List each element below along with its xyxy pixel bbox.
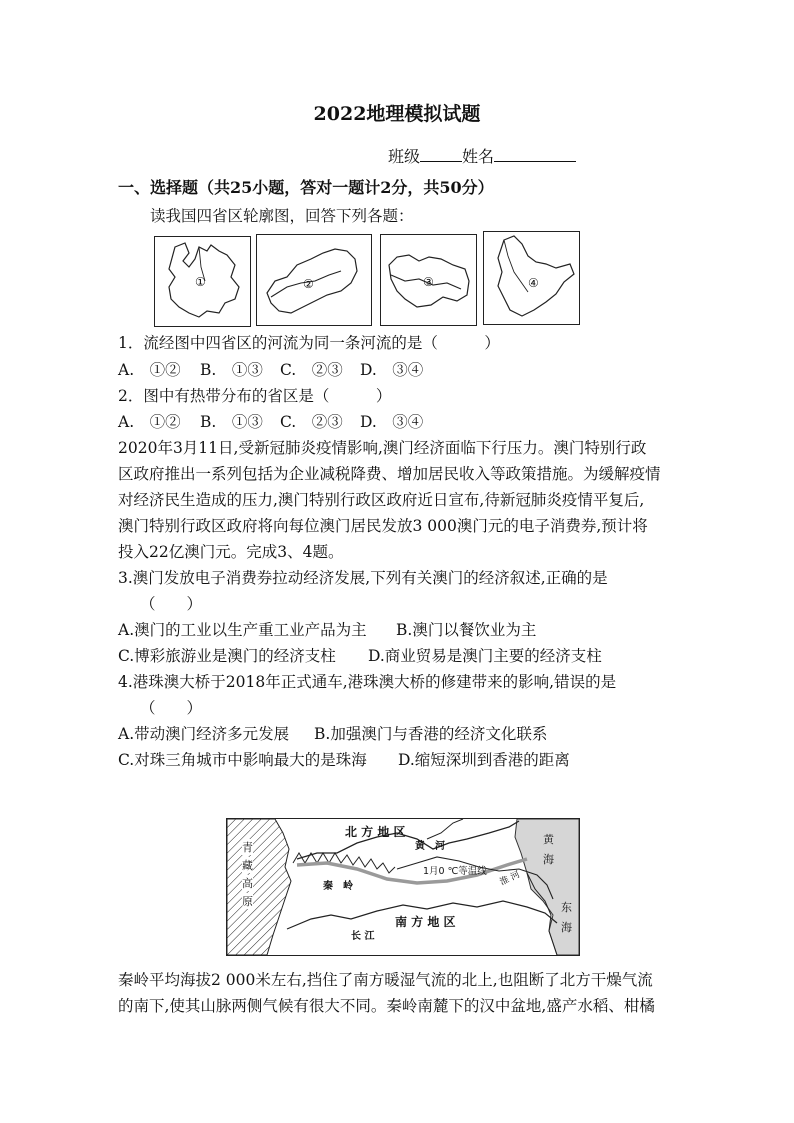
name-label: 姓名 [462, 147, 495, 166]
map-label-south: 南 方 地 区 [395, 915, 456, 929]
page-title: 2022地理模拟试题 [313, 103, 481, 125]
map-label-yellow-sea-1: 黄 [543, 833, 554, 846]
map-label-yellow-sea-2: 海 [543, 853, 554, 866]
q3-option-a[interactable]: A.澳门的工业以生产重工业产品为主 [118, 621, 367, 639]
passage-line: 的南下,使其山脉两侧气候有很大不同。秦岭南麓下的汉中盆地,盛产水稻、柑橘 [118, 997, 655, 1015]
q4-option-d[interactable]: D.缩短深圳到香港的距离 [398, 751, 570, 769]
map-label-qinling: 秦 岭 [323, 881, 353, 892]
map-label-plateau-2: 藏 [242, 859, 253, 872]
map-label-yangtze: 长 江 [351, 931, 375, 942]
map-label-east-sea-1: 东 [561, 901, 572, 914]
map-label-yellow-river: 黄 河 [415, 841, 445, 852]
section-intro: 读我国四省区轮廓图，回答下列各题： [150, 207, 414, 225]
q4-stem: 4.港珠澳大桥于2018年正式通车,港珠澳大桥的修建带来的影响,错误的是 [118, 673, 617, 691]
class-label: 班级 [388, 147, 421, 166]
passage-line: 对经济民生造成的压力,澳门特别行政区政府近日宣布,待新冠肺炎疫情平复后, [118, 491, 645, 509]
q1-options [118, 360, 423, 380]
q2-option-b[interactable]: B. ①③ [200, 413, 263, 431]
name-blank[interactable] [494, 147, 576, 162]
q2-options [118, 412, 423, 432]
q2-stem: 2．图中有热带分布的省区是（ ） [118, 387, 392, 405]
q4-answer-paren[interactable]: （ ） [140, 699, 203, 717]
province-outline-2 [257, 235, 371, 325]
qinling-map [226, 818, 580, 956]
map-label-plateau-4: 原 [242, 895, 253, 908]
class-blank[interactable] [420, 147, 462, 162]
q3-answer-paren[interactable]: （ ） [140, 595, 203, 613]
q3-option-b[interactable]: B.澳门以餐饮业为主 [396, 621, 537, 639]
q2-option-a[interactable]: A. ①② [118, 413, 181, 431]
q3-stem: 3.澳门发放电子消费券拉动经济发展,下列有关澳门的经济叙述,正确的是 [118, 569, 608, 587]
map-label-east-sea-2: 海 [561, 921, 572, 934]
province-map-3 [380, 234, 477, 326]
q4-options-row2 [118, 750, 570, 770]
passage-line: 秦岭平均海拔2 000米左右,挡住了南方暖湿气流的北上,也阻断了北方干燥气流 [118, 971, 653, 989]
q3-options-row1 [118, 620, 536, 640]
q1-option-a[interactable]: A. ①② [118, 361, 181, 379]
q1-option-c[interactable]: C. ②③ [280, 361, 343, 379]
passage-line: 2020年3月11日,受新冠肺炎疫情影响,澳门经济面临下行压力。澳门特别行政 [118, 439, 647, 457]
passage-line: 投入22亿澳门元。完成3、4题。 [118, 543, 344, 561]
province-label-1: ① [195, 275, 206, 289]
student-info [388, 147, 576, 167]
map-label-plateau-1: 青 [242, 841, 253, 854]
q3-option-d[interactable]: D.商业贸易是澳门主要的经济支柱 [368, 647, 602, 665]
passage-line: 澳门特别行政区政府将向每位澳门居民发放3 000澳门元的电子消费券,预计将 [118, 517, 648, 535]
q3-option-c[interactable]: C.博彩旅游业是澳门的经济支柱 [118, 647, 336, 665]
map-label-plateau-3: 高 [242, 877, 253, 890]
province-map-2 [256, 234, 372, 326]
q1-stem: 1．流经图中四省区的河流为同一条河流的是（ ） [118, 334, 500, 352]
q1-option-b[interactable]: B. ①③ [200, 361, 263, 379]
q1-option-d[interactable]: D. ③④ [360, 361, 424, 379]
province-map-1 [154, 236, 251, 327]
province-map-4 [483, 231, 580, 325]
q4-option-b[interactable]: B.加强澳门与香港的经济文化联系 [314, 725, 548, 743]
map-label-huaihe: 淮 河 [498, 869, 522, 888]
province-label-2: ② [303, 277, 314, 291]
section-heading: 一、选择题（共25小题，答对一题计2分，共50分） [118, 178, 494, 197]
province-label-4: ④ [528, 276, 539, 290]
province-label-3: ③ [423, 275, 434, 289]
q4-options-row1 [118, 724, 547, 744]
q2-option-c[interactable]: C. ②③ [280, 413, 343, 431]
map-label-north: 北 方 地 区 [345, 825, 406, 839]
q3-options-row2 [118, 646, 602, 666]
q4-option-c[interactable]: C.对珠三角城市中影响最大的是珠海 [118, 751, 367, 769]
q2-option-d[interactable]: D. ③④ [360, 413, 424, 431]
map-label-isotherm: 1月0 ℃等温线 [423, 866, 487, 877]
q4-option-a[interactable]: A.带动澳门经济多元发展 [118, 725, 290, 743]
passage-line: 区政府推出一系列包括为企业减税降费、增加居民收入等政策措施。为缓解疫情 [118, 465, 661, 483]
